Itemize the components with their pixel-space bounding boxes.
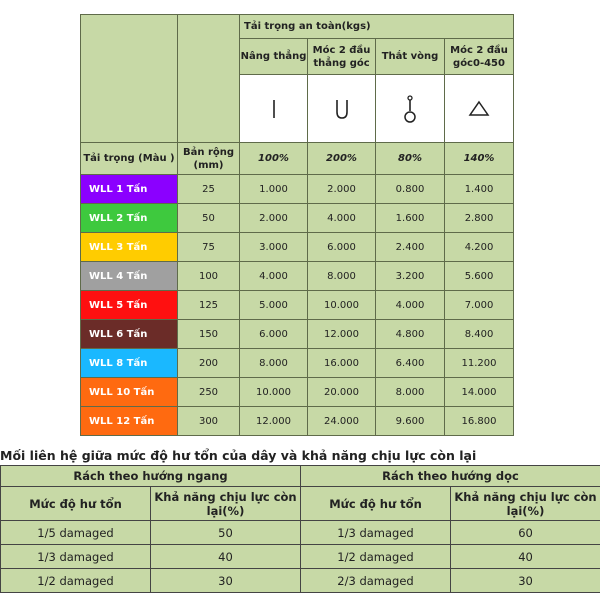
wll-label: WLL 12 Tấn (81, 407, 178, 436)
col-header: Móc 2 đầu thẳng góc (308, 39, 376, 75)
load-value-cell: 6.400 (376, 349, 445, 378)
width-cell: 25 (178, 175, 240, 204)
col-header: Thắt vòng (376, 39, 445, 75)
load-value-cell: 11.200 (445, 349, 514, 378)
basket-angle-icon-cell (445, 75, 514, 143)
wll-label: WLL 4 Tấn (81, 262, 178, 291)
vertical-lift-icon-cell (240, 75, 308, 143)
table-row (81, 378, 514, 407)
col-header: Mức độ hư tổn (1, 487, 151, 521)
wll-label: WLL 3 Tấn (81, 233, 178, 262)
damage-cell: 1/2 damaged (301, 545, 451, 569)
load-value-cell: 2.000 (308, 175, 376, 204)
load-value-cell: 4.000 (376, 291, 445, 320)
width-cell: 50 (178, 204, 240, 233)
group-header-horizontal: Rách theo hướng ngang (1, 466, 301, 487)
table-row (81, 407, 514, 436)
percent-cell: 200% (308, 143, 376, 175)
load-value-cell: 5.600 (445, 262, 514, 291)
load-value-cell: 20.000 (308, 378, 376, 407)
width-cell: 250 (178, 378, 240, 407)
load-value-cell: 6.000 (240, 320, 308, 349)
load-value-cell: 2.000 (240, 204, 308, 233)
choker-hitch-icon-cell (376, 75, 445, 143)
load-value-cell: 9.600 (376, 407, 445, 436)
load-value-cell: 4.000 (240, 262, 308, 291)
damage-capacity-table (0, 465, 600, 593)
damage-cell: 1/3 damaged (1, 545, 151, 569)
section-subtitle: Mối liên hệ giữa mức độ hư tổn của dây và khả năng chịu lực còn lại (0, 448, 477, 463)
wll-label: WLL 2 Tấn (81, 204, 178, 233)
load-value-cell: 8.400 (445, 320, 514, 349)
load-value-cell: 5.000 (240, 291, 308, 320)
load-value-cell: 10.000 (240, 378, 308, 407)
col-header: Nâng thẳng (240, 39, 308, 75)
load-value-cell: 12.000 (308, 320, 376, 349)
wll-label: WLL 1 Tấn (81, 175, 178, 204)
u-basket-icon (332, 97, 352, 121)
table-row (81, 233, 514, 262)
load-value-cell: 1.400 (445, 175, 514, 204)
width-cell: 150 (178, 320, 240, 349)
load-value-cell: 1.000 (240, 175, 308, 204)
vertical-lift-icon (264, 97, 284, 121)
table-row (1, 569, 600, 593)
load-value-cell: 8.000 (240, 349, 308, 378)
basket-angle-icon (466, 97, 492, 121)
table-row (81, 349, 514, 378)
table-row (81, 262, 514, 291)
table-row (81, 320, 514, 349)
load-value-cell: 16.000 (308, 349, 376, 378)
table-row (81, 204, 514, 233)
width-cell: 100 (178, 262, 240, 291)
load-color-header: Tải trọng (Màu ) (81, 143, 178, 175)
percent-cell: 80% (376, 143, 445, 175)
percent-cell: 100% (240, 143, 308, 175)
damage-cell: 1/5 damaged (1, 521, 151, 545)
wll-label: WLL 5 Tấn (81, 291, 178, 320)
load-value-cell: 16.800 (445, 407, 514, 436)
safe-load-header: Tải trọng an toàn(kgs) (240, 15, 514, 39)
load-value-cell: 0.800 (376, 175, 445, 204)
load-value-cell: 3.000 (240, 233, 308, 262)
col-header: Khả năng chịu lực còn lại(%) (451, 487, 600, 521)
load-value-cell: 6.000 (308, 233, 376, 262)
load-value-cell: 3.200 (376, 262, 445, 291)
load-value-cell: 2.400 (376, 233, 445, 262)
load-value-cell: 4.000 (308, 204, 376, 233)
width-cell: 300 (178, 407, 240, 436)
col-header: Móc 2 đầu góc0-450 (445, 39, 514, 75)
table-row (1, 545, 600, 569)
load-value-cell: 2.800 (445, 204, 514, 233)
choker-hitch-icon (400, 94, 420, 124)
load-value-cell: 12.000 (240, 407, 308, 436)
load-value-cell: 14.000 (445, 378, 514, 407)
group-header-vertical: Rách theo hướng dọc (301, 466, 600, 487)
damage-cell: 60 (451, 521, 600, 545)
load-value-cell: 7.000 (445, 291, 514, 320)
damage-cell: 40 (151, 545, 301, 569)
damage-cell: 30 (151, 569, 301, 593)
load-value-cell: 4.200 (445, 233, 514, 262)
wll-label: WLL 10 Tấn (81, 378, 178, 407)
damage-cell: 30 (451, 569, 600, 593)
damage-cell: 50 (151, 521, 301, 545)
damage-cell: 2/3 damaged (301, 569, 451, 593)
u-basket-icon-cell (308, 75, 376, 143)
load-value-cell: 8.000 (308, 262, 376, 291)
width-header: Bản rộng (mm) (178, 143, 240, 175)
percent-cell: 140% (445, 143, 514, 175)
width-cell: 200 (178, 349, 240, 378)
load-value-cell: 10.000 (308, 291, 376, 320)
table-row (81, 291, 514, 320)
damage-cell: 40 (451, 545, 600, 569)
width-cell: 75 (178, 233, 240, 262)
wll-label: WLL 8 Tấn (81, 349, 178, 378)
table-row (81, 175, 514, 204)
col-header: Khả năng chịu lực còn lại(%) (151, 487, 301, 521)
load-value-cell: 4.800 (376, 320, 445, 349)
damage-cell: 1/3 damaged (301, 521, 451, 545)
wll-label: WLL 6 Tấn (81, 320, 178, 349)
corner-cell (81, 15, 178, 143)
damage-cell: 1/2 damaged (1, 569, 151, 593)
width-cell: 125 (178, 291, 240, 320)
table-row (1, 521, 600, 545)
load-value-cell: 24.000 (308, 407, 376, 436)
col-header: Mức độ hư tổn (301, 487, 451, 521)
load-capacity-table (80, 14, 514, 436)
load-value-cell: 8.000 (376, 378, 445, 407)
load-value-cell: 1.600 (376, 204, 445, 233)
corner-cell (178, 15, 240, 143)
